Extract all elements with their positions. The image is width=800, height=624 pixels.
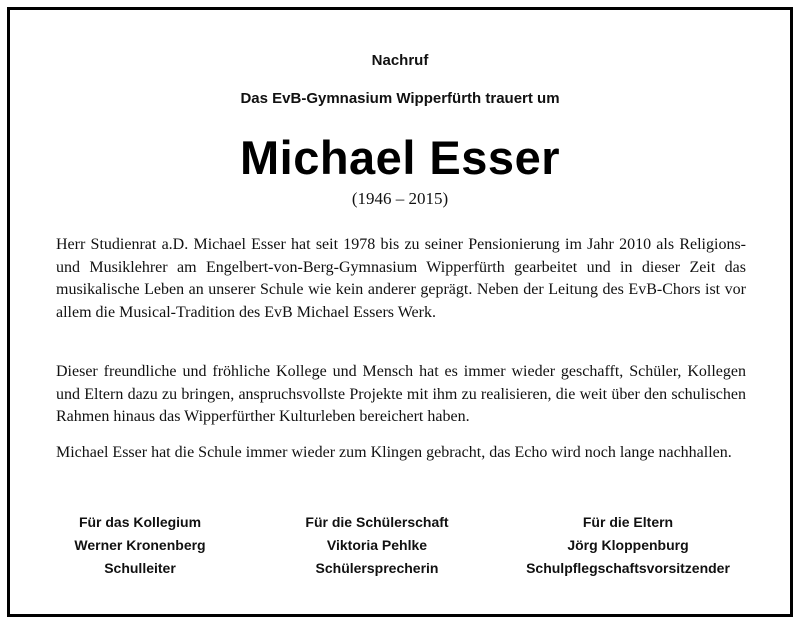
paragraph-closing: Michael Esser hat die Schule immer wieder zum Klingen gebracht, das Echo wird noch lange nachhallen. (56, 444, 732, 461)
signature-role: Schulpflegschaftsvorsitzender (526, 560, 730, 576)
signature-group: Für das Kollegium (78, 514, 202, 530)
signature-group: Für die Eltern (582, 514, 674, 530)
signature-person: Jörg Kloppenburg (567, 537, 689, 553)
signature-person: Viktoria Pehlke (326, 537, 428, 553)
life-years: (1946 – 2015) (351, 189, 449, 208)
signature-kollegium (20, 511, 260, 580)
paragraph-personality: Dieser freundliche und fröhliche Kollege und Mensch hat es immer wieder geschafft, Schüler, Kollegen und Eltern dazu zu bringen, anspruchsvollste Projekte mit ihm zu realisieren, die weit über den schulischen Rahmen hinaus das Wipperfürther Kulturleben bereichert haben. (56, 363, 746, 425)
signature-person: Werner Kronenberg (74, 537, 206, 553)
signature-group: Für die Schülerschaft (305, 514, 449, 530)
intro-line: Das EvB-Gymnasium Wipperfürth trauert um (240, 90, 560, 107)
signature-eltern (508, 511, 748, 580)
signature-schuelerschaft (257, 511, 497, 580)
paragraph-career: Herr Studienrat a.D. Michael Esser hat seit 1978 bis zu seiner Pensionierung im Jahr 2010 als Religions- und Musiklehrer am Engelbert-von-Berg-Gymnasium Wipperfürth gearbeitet und in dieser Zeit das musikalische Leben an unserer Schule wie kein anderer geprägt. Neben der Leitung des EvB-Chors ist vor allem die Musical-Tradition des EvB Michael Essers Werk. (56, 236, 746, 321)
deceased-name: Michael Esser (239, 131, 560, 184)
signature-role: Schülersprecherin (315, 560, 439, 576)
obituary-heading: Nachruf (371, 52, 429, 69)
signature-role: Schulleiter (104, 560, 176, 576)
